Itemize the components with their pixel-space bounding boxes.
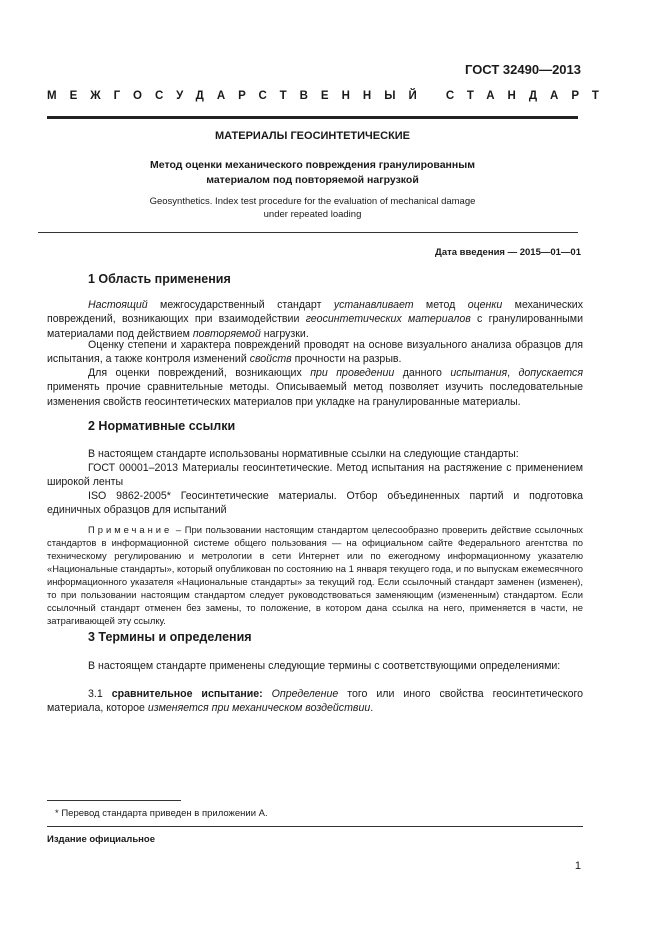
section-2-note: Примечание – При пользовании настоящим стандартом целесообразно проверить действие ссылочных стандартов в информационной системе общего пользования — на официальном сайте Федерального агентства по техническому регулированию и метрологии в сети Интернет или по ежегодному информационному указателю «Национальные стандарты», который опубликован по состоянию на 1 января текущего года, и по выпускам ежемесячного информационного указателя «Национальные стандарты» за текущий год. Если ссылочный стандарт заменен (изменен), то при пользовании настоящим стандартом следует руководствоваться заменяющим (измененным) стандартом. Если ссылочный стандарт отменен без замены, то положение, в котором дана ссылка на него, применяется в части, не затрагивающей эту ссылку. bbox=[47, 524, 583, 626]
document-subtitle: Метод оценки механического повреждения гранулированным материалом под повторяемой нагрузкой bbox=[150, 159, 475, 186]
english-title-line1: Geosynthetics. Index test procedure for the evaluation of mechanical damage bbox=[149, 196, 476, 207]
footnote: * Перевод стандарта приведен в приложении А. bbox=[55, 808, 268, 819]
header-rule bbox=[47, 116, 578, 119]
section-3-paragraph-1: В настоящем стандарте применены следующие термины с соответствующими определениями: bbox=[88, 660, 561, 672]
term-3-1: 3.1 сравнительное испытание: Определение того или иного свойства геосинтетического материала, которое изменяется при механическом воздействии. bbox=[47, 688, 584, 715]
section-1-heading: 1 Область применения bbox=[88, 272, 231, 286]
section-1-paragraph-1: Настоящий межгосударственный стандарт устанавливает метод оценки механических повреждений, возникающих при взаимодействии геосинтетических материалов с гранулированными материалами под действием повторяемой нагрузки. bbox=[47, 299, 584, 340]
introduction-date: Дата введения — 2015—01—01 bbox=[435, 247, 581, 258]
section-3-heading: 3 Термины и определения bbox=[88, 630, 252, 644]
title-rule bbox=[38, 232, 578, 233]
standard-banner: МЕЖГОСУДАРСТВЕННЫЙ СТАНДАРТ bbox=[47, 90, 612, 102]
section-1-paragraph-3: Для оценки повреждений, возникающих при проведении данного испытания, допускается применять прочие сравнительные методы. Описываемый метод позволяет изучить последовательные изменения свойств геосинтетических материалов при укладке на гранулированные материалы. bbox=[47, 367, 583, 408]
section-2-reference-1: ГОСТ 00001–2013 Материалы геосинтетические. Метод испытания на растяжение с применением широкой ленты bbox=[47, 462, 583, 489]
section-1-paragraph-2: Оценку степени и характера повреждений проводят на основе визуального анализа образцов для испытания, а также контроля изменений свойств прочности на разрыв. bbox=[47, 339, 583, 366]
note-label: Примечание bbox=[88, 524, 173, 535]
section-2-paragraph-1: В настоящем стандарте использованы нормативные ссылки на следующие стандарты: bbox=[88, 448, 519, 460]
section-2-reference-2: ISO 9862-2005* Геосинтетические материалы. Отбор объединенных партий и подготовка единичных образцов для испытаний bbox=[47, 490, 583, 517]
footer-rule bbox=[47, 826, 583, 827]
edition-label: Издание официальное bbox=[47, 834, 155, 845]
english-title bbox=[47, 195, 578, 221]
document-title: МАТЕРИАЛЫ ГЕОСИНТЕТИЧЕСКИЕ bbox=[214, 130, 411, 142]
english-title-line2: under repeated loading bbox=[263, 209, 362, 220]
section-2-heading: 2 Нормативные ссылки bbox=[88, 419, 236, 433]
page-number: 1 bbox=[574, 860, 581, 872]
footnote-rule bbox=[47, 800, 181, 801]
gost-number: ГОСТ 32490—2013 bbox=[465, 62, 581, 77]
